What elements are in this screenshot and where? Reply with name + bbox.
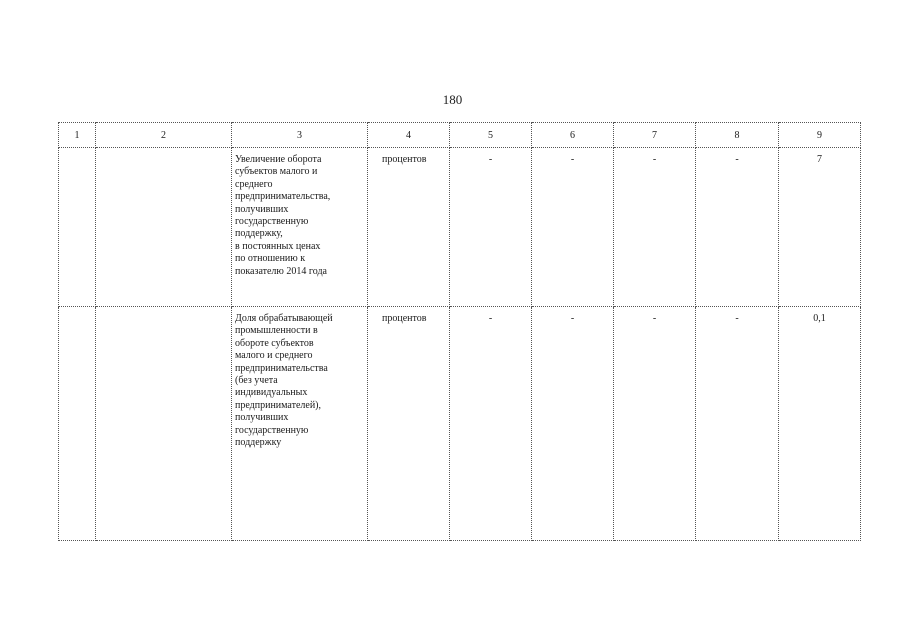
- row-1-value-7: [614, 148, 696, 307]
- row-2-value-5: [450, 307, 532, 541]
- row-1-value-5: [450, 148, 532, 307]
- header-col-9: 9: [779, 123, 861, 148]
- row-1-col-1-text: [59, 148, 95, 154]
- row-2-indicator-text: Доля обрабатывающей промышленности в обороте субъектов малого и среднего предпринимательства (без учета индивидуальных предпринимателей), получивших государственную поддержку: [235, 313, 333, 449]
- header-col-5: 5: [450, 123, 532, 148]
- row-1-value-5-text: -: [488, 154, 493, 165]
- row-1-value-8-text: -: [735, 154, 739, 165]
- row-2-value-8: [696, 307, 779, 541]
- row-1-col-1: [59, 148, 96, 307]
- row-1-unit: [368, 148, 450, 307]
- table-header-row: [59, 123, 861, 148]
- row-2-value-7-text: -: [652, 313, 657, 324]
- row-1-value-9: [779, 148, 861, 307]
- row-2-value-6: [532, 307, 614, 541]
- row-2-value-9: [779, 307, 861, 541]
- header-col-6: 6: [532, 123, 614, 148]
- header-col-4: 4: [368, 123, 450, 148]
- row-2-value-8-text: -: [735, 313, 739, 324]
- row-2-value-9-text: 0,1: [813, 313, 826, 324]
- row-2-value-7: [614, 307, 696, 541]
- row-2-value-6-text: -: [570, 313, 575, 324]
- page-number: 180: [442, 92, 463, 107]
- row-1-unit-text: процентов: [382, 154, 427, 165]
- table-row: [59, 148, 861, 307]
- header-col-3: 3: [232, 123, 368, 148]
- header-col-8: 8: [696, 123, 779, 148]
- row-1-indicator: [232, 148, 368, 307]
- row-2-col-2-text: [96, 307, 231, 313]
- row-2-value-5-text: -: [488, 313, 493, 324]
- row-2-col-2: [96, 307, 232, 541]
- row-1-value-6: [532, 148, 614, 307]
- row-1-value-6-text: -: [570, 154, 575, 165]
- row-2-unit: [368, 307, 450, 541]
- row-2-indicator: [232, 307, 368, 541]
- row-1-col-2-text: [96, 148, 231, 154]
- indicators-table: [58, 122, 861, 541]
- header-col-1: 1: [59, 123, 96, 148]
- table-row: [59, 307, 861, 541]
- row-1-value-9-text: 7: [817, 154, 822, 165]
- row-2-unit-text: процентов: [382, 313, 427, 324]
- row-2-col-1-text: [59, 307, 95, 313]
- row-1-indicator-text: Увеличение оборота субъектов малого и среднего предпринимательства, получивших государственную поддержку, в постоянных ценах по отношению к показателю 2014 года: [235, 154, 331, 277]
- row-2-col-1: [59, 307, 96, 541]
- row-1-value-7-text: -: [652, 154, 657, 165]
- header-col-2: 2: [96, 123, 232, 148]
- row-1-col-2: [96, 148, 232, 307]
- header-col-7: 7: [614, 123, 696, 148]
- row-1-value-8: [696, 148, 779, 307]
